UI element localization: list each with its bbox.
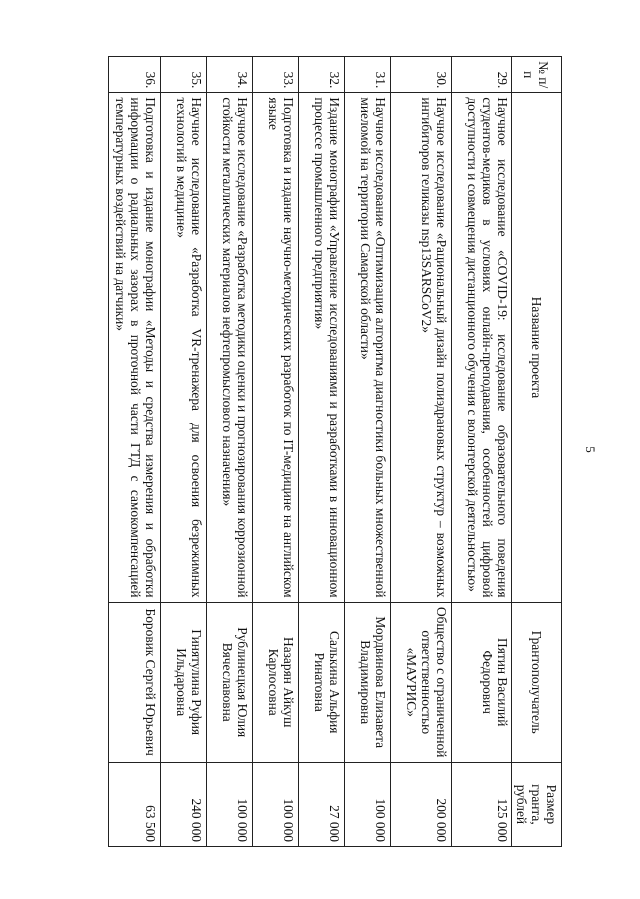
grant-amount: 200 000 — [391, 762, 452, 846]
project-name: Подготовка и издание научно-методических разработок по IT-медицине на английском языке — [253, 93, 299, 602]
grant-recipient: Боровик Сергей Юрьевич — [109, 602, 161, 762]
project-name: Научное исследование «Разработка методики оценки и прогнозирования коррозионной стойкости металлических материалов нефтепромыслового назначения» — [207, 93, 253, 602]
table-header-row — [512, 57, 562, 847]
row-number: 34. — [207, 57, 253, 93]
grant-recipient: Салькина Альфия Ринатовна — [299, 602, 345, 762]
project-name: Научное исследование «Оптимизация алгоритма диагностики больных множественной миеломой на территории Самарской области» — [345, 93, 391, 602]
grant-recipient: Пятин Василий Федорович — [452, 602, 512, 762]
table-row — [391, 57, 452, 847]
table-row — [109, 57, 161, 847]
table-row — [253, 57, 299, 847]
grant-recipient: Общество с ограниченной ответственностью «МАУРИС» — [391, 602, 452, 762]
project-name: Издание монографии «Управление исследованиями и разработками в инновационном процессе промышленного предприятия» — [299, 93, 345, 602]
table-row — [161, 57, 207, 847]
grant-amount: 27 000 — [299, 762, 345, 846]
grant-table — [108, 56, 562, 847]
row-number: 36. — [109, 57, 161, 93]
grant-recipient: Гинятулина Руфия Ильдаровна — [161, 602, 207, 762]
grant-recipient: Назарян Айкуш Карлосовна — [253, 602, 299, 762]
project-name: Подготовка и издание монографии «Методы и средства измерения и обработки информации о радиальных зазорах в проточной части ГТД с самокомпенсацией температурных воздействий на датчики» — [109, 93, 161, 602]
header-project-name: Название проекта — [512, 93, 562, 602]
project-name: Научное исследование «Разработка VR-тренажера для освоения безрежимных технологий в медицине» — [161, 93, 207, 602]
row-number: 32. — [299, 57, 345, 93]
grant-amount: 125 000 — [452, 762, 512, 846]
grant-amount: 100 000 — [345, 762, 391, 846]
header-recipient: Грантополучатель — [512, 602, 562, 762]
header-amount: Размер гранта, рублей — [512, 762, 562, 846]
page-number: 5 — [583, 446, 598, 453]
header-num: № п/п — [512, 57, 562, 93]
row-number: 33. — [253, 57, 299, 93]
row-number: 30. — [391, 57, 452, 93]
row-number: 29. — [452, 57, 512, 93]
grant-amount: 63 500 — [109, 762, 161, 846]
grant-amount: 240 000 — [161, 762, 207, 846]
table-row — [452, 57, 512, 847]
table-row — [207, 57, 253, 847]
grant-amount: 100 000 — [207, 762, 253, 846]
row-number: 31. — [345, 57, 391, 93]
grant-recipient: Мордвинова Елизавета Владимировна — [345, 602, 391, 762]
table-row — [345, 57, 391, 847]
row-number: 35. — [161, 57, 207, 93]
project-name: Научное исследование «Рациональный дизайн полиэдрановых структур – возможных ингибиторов геликазы nsp13SARSCoV2» — [391, 93, 452, 602]
grant-recipient: Рублинецкая Юлия Вячеславовна — [207, 602, 253, 762]
project-name: Научное исследование «COVID-19: исследование образовательного поведения студентов-медиков в условиях онлайн-преподавания, особенностей цифровой доступности и совмещения дистанционного обучения с волонтерской деятельностью» — [452, 93, 512, 602]
table-row — [299, 57, 345, 847]
grant-amount: 100 000 — [253, 762, 299, 846]
